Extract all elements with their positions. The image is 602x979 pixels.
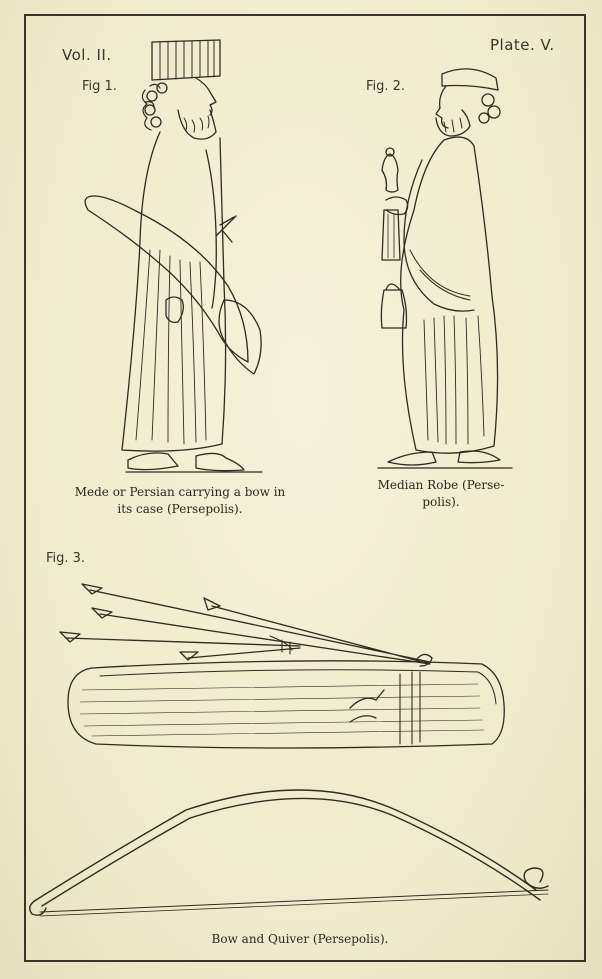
fig3-caption: Bow and Quiver (Persepolis).: [211, 932, 389, 946]
fig1-persian-figure: [85, 40, 262, 472]
fig3-bow: [30, 790, 548, 916]
fig3-label: Fig. 3.: [46, 551, 86, 566]
fig1-caption-line1: Mede or Persian carrying a bow in: [74, 485, 286, 499]
plate-label: Plate. V.: [490, 36, 555, 54]
fig1-caption-line2: its case (Persepolis).: [117, 502, 243, 516]
fig2-caption-line1: Median Robe (Perse-: [377, 478, 505, 492]
fig1-caption: [70, 484, 290, 518]
volume-label: Vol. II.: [62, 46, 112, 64]
fig2-median-figure: [378, 69, 512, 468]
fig2-label: Fig. 2.: [366, 79, 406, 94]
fig3-quiver: [60, 584, 504, 748]
fig2-caption-line2: polis).: [422, 495, 460, 509]
fig2-caption: [366, 477, 516, 511]
fig1-label: Fig 1.: [82, 79, 117, 94]
